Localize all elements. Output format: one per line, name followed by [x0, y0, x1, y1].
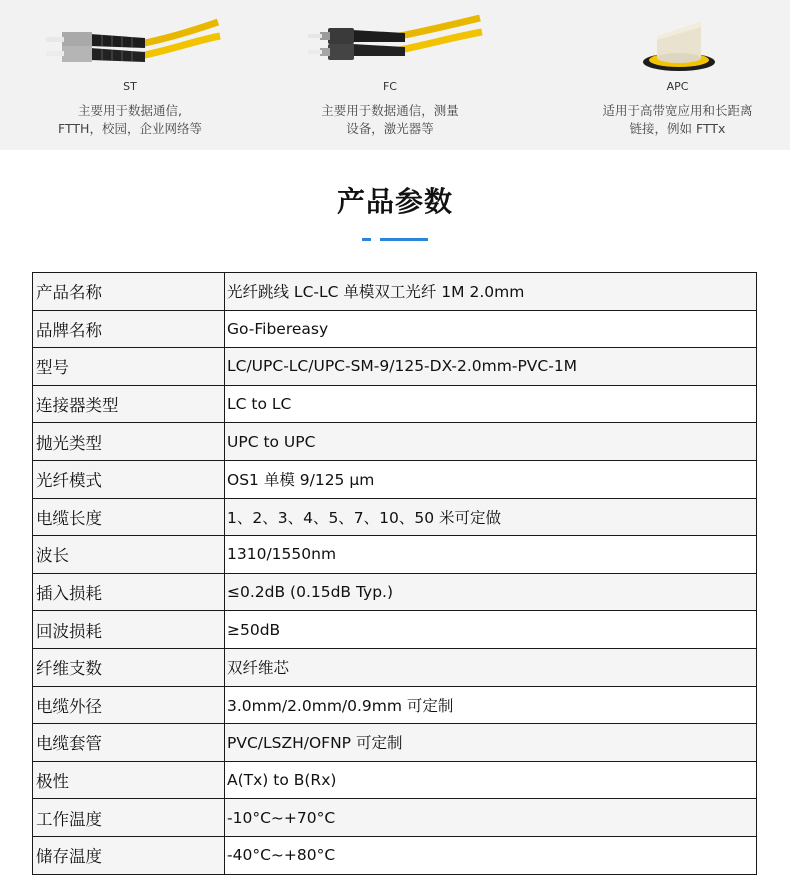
- spec-key: 波长: [33, 536, 225, 574]
- table-row: [33, 761, 757, 799]
- connector-desc-line: 主要用于数据通信，测量: [321, 103, 459, 118]
- spec-value: PVC/LSZH/OFNP 可定制: [225, 724, 757, 762]
- table-row: [33, 648, 757, 686]
- spec-key: 电缆长度: [33, 498, 225, 536]
- title-underline-bar: [380, 238, 428, 241]
- spec-key: 回波损耗: [33, 611, 225, 649]
- spec-value: UPC to UPC: [225, 423, 757, 461]
- table-row: [33, 423, 757, 461]
- title-underline-dot: [362, 238, 371, 241]
- spec-key: 工作温度: [33, 799, 225, 837]
- spec-value: 双纤维芯: [225, 648, 757, 686]
- spec-key: 抛光类型: [33, 423, 225, 461]
- connector-name: FC: [382, 80, 397, 93]
- spec-value: LC/UPC-LC/UPC-SM-9/125-DX-2.0mm-PVC-1M: [225, 348, 757, 386]
- spec-value: 光纤跳线 LC-LC 单模双工光纤 1M 2.0mm: [225, 273, 757, 311]
- spec-key: 纤维支数: [33, 648, 225, 686]
- spec-key: 极性: [33, 761, 225, 799]
- spec-key: 产品名称: [33, 273, 225, 311]
- connector-desc-line: 设备，激光器等: [346, 121, 434, 136]
- table-row: [33, 686, 757, 724]
- table-row: [33, 724, 757, 762]
- spec-value: Go-Fibereasy: [225, 310, 757, 348]
- spec-table: [32, 272, 757, 875]
- connector-description: [545, 102, 790, 138]
- table-row: [33, 799, 757, 837]
- connector-description: [260, 102, 520, 138]
- spec-value: 1310/1550nm: [225, 536, 757, 574]
- spec-key: 型号: [33, 348, 225, 386]
- connector-fc: [260, 0, 520, 136]
- table-row: [33, 310, 757, 348]
- spec-key: 电缆外径: [33, 686, 225, 724]
- spec-value: LC to LC: [225, 385, 757, 423]
- spec-value: ≥50dB: [225, 611, 757, 649]
- spec-value: 3.0mm/2.0mm/0.9mm 可定制: [225, 686, 757, 724]
- spec-key: 插入损耗: [33, 573, 225, 611]
- spec-key: 储存温度: [33, 836, 225, 874]
- spec-value: 1、2、3、4、5、7、10、50 米可定做: [225, 498, 757, 536]
- connector-st: [0, 0, 260, 136]
- table-row: [33, 836, 757, 874]
- connector-desc-line: 链接，例如 FTTx: [629, 121, 726, 136]
- connector-desc-line: FTTH，校园，企业网络等: [58, 121, 202, 136]
- spec-value: ≤0.2dB (0.15dB Typ.): [225, 573, 757, 611]
- section-title: 产品参数: [336, 185, 453, 218]
- spec-key: 光纤模式: [33, 460, 225, 498]
- spec-key: 连接器类型: [33, 385, 225, 423]
- table-row: [33, 536, 757, 574]
- spec-value: A(Tx) to B(Rx): [225, 761, 757, 799]
- table-row: [33, 460, 757, 498]
- connector-desc-line: 适用于高带宽应用和长距离: [602, 103, 753, 118]
- fc-connector-image: [280, 0, 500, 78]
- spec-value: -10°C~+70°C: [225, 799, 757, 837]
- connector-type-strip: [0, 0, 790, 150]
- connector-name: APC: [666, 80, 689, 93]
- spec-key: 电缆套管: [33, 724, 225, 762]
- st-connector-image: [20, 0, 240, 78]
- table-row: [33, 573, 757, 611]
- connector-desc-line: 主要用于数据通信,: [78, 103, 182, 118]
- table-row: [33, 348, 757, 386]
- table-row: [33, 273, 757, 311]
- connector-apc: [545, 0, 790, 136]
- spec-value: -40°C~+80°C: [225, 836, 757, 874]
- table-row: [33, 385, 757, 423]
- spec-key: 品牌名称: [33, 310, 225, 348]
- table-row: [33, 611, 757, 649]
- spec-value: OS1 单模 9/125 μm: [225, 460, 757, 498]
- connector-name: ST: [123, 80, 137, 93]
- connector-description: [0, 102, 260, 138]
- apc-ferrule-image: [545, 0, 790, 78]
- table-row: [33, 498, 757, 536]
